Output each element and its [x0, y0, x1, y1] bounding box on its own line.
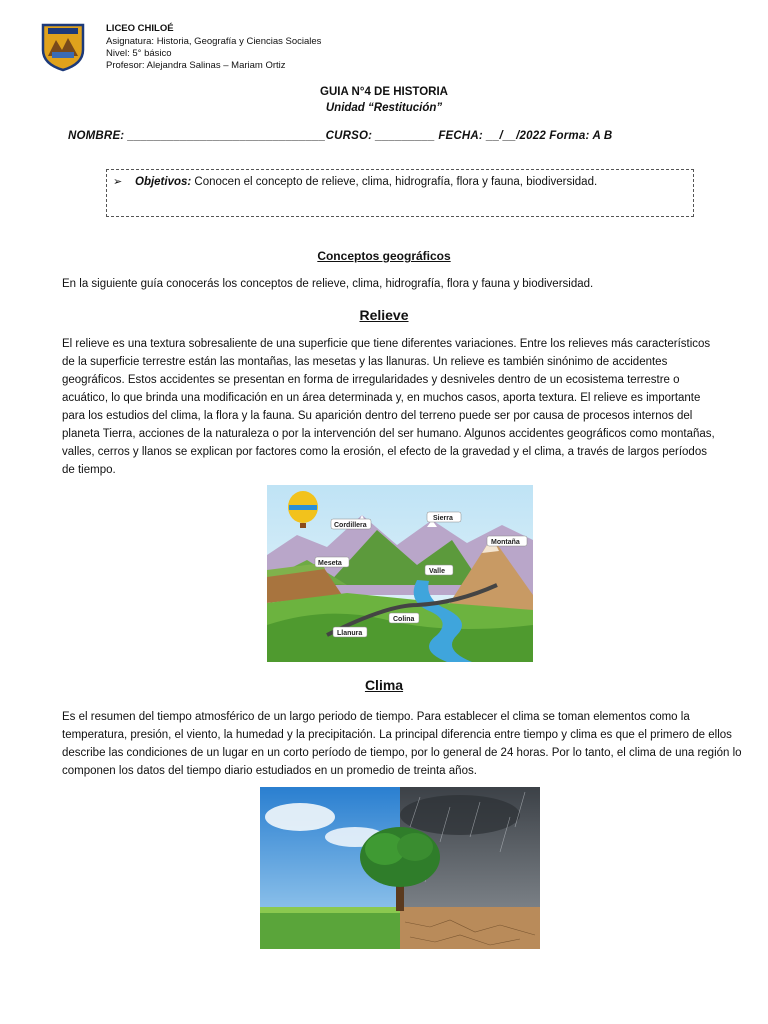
clima-paragraph: Es el resumen del tiempo atmosférico de un largo periodo de tiempo. Para establecer el clima se toman elementos como la temperatura, presión, el viento, la humedad y la precipitación. La principal diferencia entre tiempo y clima es que el primero de ellos describe las condiciones de un lugar en un corto período de tiempo, por lo general de 24 horas. Por lo tanto, el clima de una región lo componen los datos del tiempo diario estudiados en un promedio de treinta años. — [62, 711, 742, 777]
objectives-label: Objetivos: — [135, 176, 192, 188]
label-sierra: Sierra — [433, 515, 453, 522]
guide-title: GUIA N°4 DE HISTORIA — [320, 86, 448, 98]
label-llanura: Llanura — [337, 630, 363, 637]
teacher-line: Profesor: Alejandra Salinas – Mariam Ortiz — [106, 60, 286, 71]
student-info-line: NOMBRE: ______________________________CURSO: _________ FECHA: __/__/2022 Forma: A B — [68, 130, 613, 142]
label-cordillera: Cordillera — [334, 522, 367, 529]
unit-title: Unidad “Restitución” — [325, 102, 443, 114]
school-logo — [40, 22, 86, 72]
school-name: LICEO CHILOÉ — [106, 23, 174, 34]
label-colina: Colina — [393, 616, 415, 623]
subject-line: Asignatura: Historia, Geografía y Ciencias Sociales — [106, 36, 322, 47]
label-montana: Montaña — [491, 539, 520, 546]
intro-text: En la siguiente guía conocerás los conceptos de relieve, clima, hidrografía, flora y fauna y biodiversidad. — [62, 278, 594, 290]
relieve-heading: Relieve — [359, 307, 409, 323]
objectives-content: Conocen el concepto de relieve, clima, hidrografía, flora y fauna, biodiversidad. — [191, 176, 598, 188]
label-meseta: Meseta — [318, 560, 342, 567]
climate-tree-photo — [260, 787, 540, 949]
level-line: Nivel: 5° básico — [106, 48, 172, 59]
objectives-text — [113, 175, 680, 190]
clima-heading: Clima — [364, 677, 404, 693]
relief-landscape-illustration — [267, 485, 533, 662]
section-title: Conceptos geográficos — [317, 249, 451, 263]
arrow-bullet-icon: ➢ — [113, 176, 123, 188]
label-valle: Valle — [429, 568, 445, 575]
relieve-paragraph: El relieve es una textura sobresaliente de una superficie que tiene diferentes variaciones. Entre los relieves más característicos de la superficie terrestre están las montañas, las mesetas y las llanuras. Un relieve es también sinónimo de accidentes geográficos. Estos accidentes se presentan en forma de irregularidades y desniveles dentro de un ecosistema terrestre o acuático, lo que brinda una modificación en un área determinada y, en muchos casos, aporta textura. El relieve es importante para los estudios del clima, la flora y la fauna. Su aparición dentro del terreno puede ser por causa de procesos internos del planeta Tierra, acciones de la naturaleza o por la intervención del ser humano. Algunos accidentes geográficos como montañas, valles, cerros y llanos se explican por factores como la erosión, el efecto de la gravedad y el clima, a través de largos períodos de tiempo. — [62, 338, 715, 476]
